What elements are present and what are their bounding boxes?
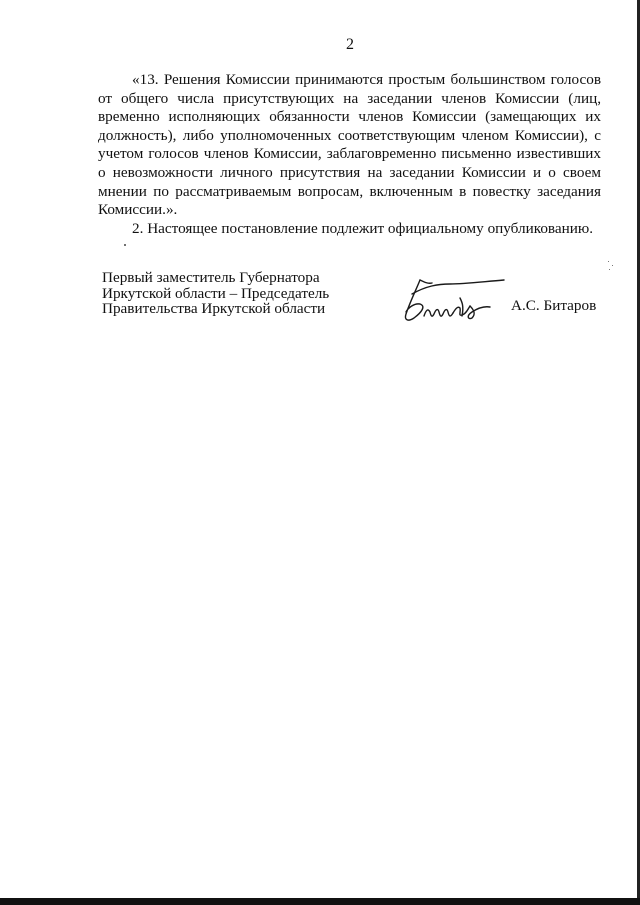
signatory-name: А.С. Битаров xyxy=(511,297,597,314)
page-number: 2 xyxy=(346,36,354,53)
scan-speck xyxy=(124,244,126,246)
signatory-title-block xyxy=(102,270,329,317)
signatory-title-line: Иркутской области – Председатель xyxy=(102,284,330,302)
document-body xyxy=(98,71,601,238)
scan-speck xyxy=(609,269,610,270)
paragraph-publication: 2. Настоящее постановление подлежит официальному опубликованию. xyxy=(132,219,594,237)
scan-edge-bottom xyxy=(0,898,640,905)
signatory-title-line: Первый заместитель Губернатора xyxy=(102,269,320,286)
scan-speck xyxy=(608,261,609,262)
handwritten-signature xyxy=(398,276,510,328)
paragraph-amendment: «13. Решения Комиссии принимаются простым большинством голосов от общего числа присутствующих на заседании членов Комиссии (лиц, временно исполняющих обязанности членов Комиссии (замещающих их должность), либо уполномоченных соответствующим членом Комиссии), с учетом голосов членов Комиссии, заблаговременно письменно известивших о невозможности личного присутствия на заседании Комиссии и о своем мнении по рассматриваемым вопросам, включенным в повестку заседания Комиссии.». xyxy=(98,71,601,219)
signatory-title-line: Правительства Иркутской области xyxy=(102,300,326,317)
scan-speck xyxy=(612,265,613,266)
